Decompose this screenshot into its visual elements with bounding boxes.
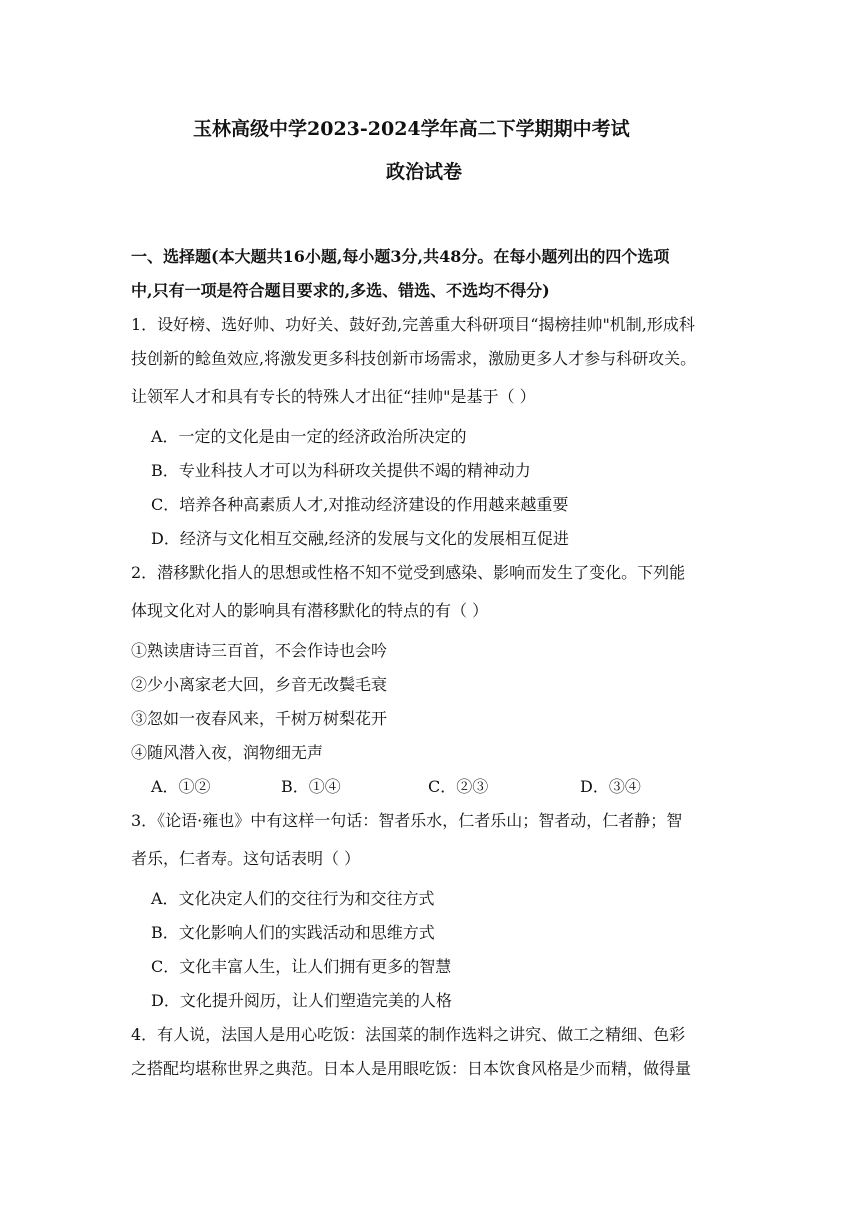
q3-option-a: A．文化决定人们的交往行为和交往方式 (151, 889, 435, 908)
section-instructions-line-2: 中,只有一项是符合题目要求的,多选、错选、不选均不得分) (131, 281, 550, 300)
q1-option-a: A．一定的文化是由一定的经济政治所决定的 (151, 427, 467, 446)
q3-stem-line-1: 3．《论语·雍也》中有这样一句话：智者乐水，仁者乐山；智者动，仁者静；智 (131, 811, 683, 830)
exam-subtitle: 政治试卷 (386, 161, 463, 183)
q2-option-b: B．①④ (281, 777, 341, 796)
q2-stem-line-1: 2．潜移默化指人的思想或性格不知不觉受到感染、影响而发生了变化。下列能 (131, 563, 686, 582)
q1-option-c: C．培养各种高素质人才,对推动经济建设的作用越来越重要 (151, 495, 569, 514)
q1-option-b: B．专业科技人才可以为科研攻关提供不竭的精神动力 (151, 461, 531, 480)
q1-stem-line-3: 让领军人才和具有专长的特殊人才出征“挂帅"是基于（ ） (131, 387, 536, 406)
q2-option-d: D．③④ (580, 777, 641, 796)
q1-stem-line-1: 1．设好榜、选好帅、功好关、鼓好劲,完善重大科研项目“揭榜挂帅"机制,形成科 (131, 315, 695, 334)
q3-option-b: B．文化影响人们的实践活动和思维方式 (151, 923, 435, 942)
q2-item-4: ④随风潜入夜，润物细无声 (131, 743, 324, 762)
q3-option-c: C．文化丰富人生，让人们拥有更多的智慧 (151, 957, 452, 976)
q2-option-c: C．②③ (428, 777, 489, 796)
q3-stem-line-2: 者乐，仁者寿。这句话表明（ ） (131, 849, 361, 868)
section-instructions-line-1: 一、选择题(本大题共16小题,每小题3分,共48分。在每小题列出的四个选项 (131, 247, 670, 266)
q4-stem-line-1: 4．有人说，法国人是用心吃饭：法国菜的制作选料之讲究、做工之精细、色彩 (131, 1025, 686, 1044)
q2-item-3: ③忽如一夜春风来，千树万树梨花开 (131, 709, 388, 728)
q2-stem-line-2: 体现文化对人的影响具有潜移默化的特点的有（ ） (131, 601, 489, 620)
exam-title: 玉林高级中学2023-2024学年高二下学期期中考试 (193, 118, 630, 140)
q1-option-d: D．经济与文化相互交融,经济的发展与文化的发展相互促进 (151, 529, 569, 548)
q3-option-d: D．文化提升阅历，让人们塑造完美的人格 (151, 991, 452, 1010)
q1-stem-line-2: 技创新的鲶鱼效应,将激发更多科技创新市场需求，激励更多人才参与科研攻关。 (131, 349, 697, 368)
q2-item-2: ②少小离家老大回，乡音无改鬓毛衰 (131, 675, 388, 694)
q2-item-1: ①熟读唐诗三百首，不会作诗也会吟 (131, 641, 388, 660)
q4-stem-line-2: 之搭配均堪称世界之典范。日本人是用眼吃饭：日本饮食风格是少而精，做得量 (131, 1059, 692, 1078)
q2-option-a: A．①② (151, 777, 211, 796)
